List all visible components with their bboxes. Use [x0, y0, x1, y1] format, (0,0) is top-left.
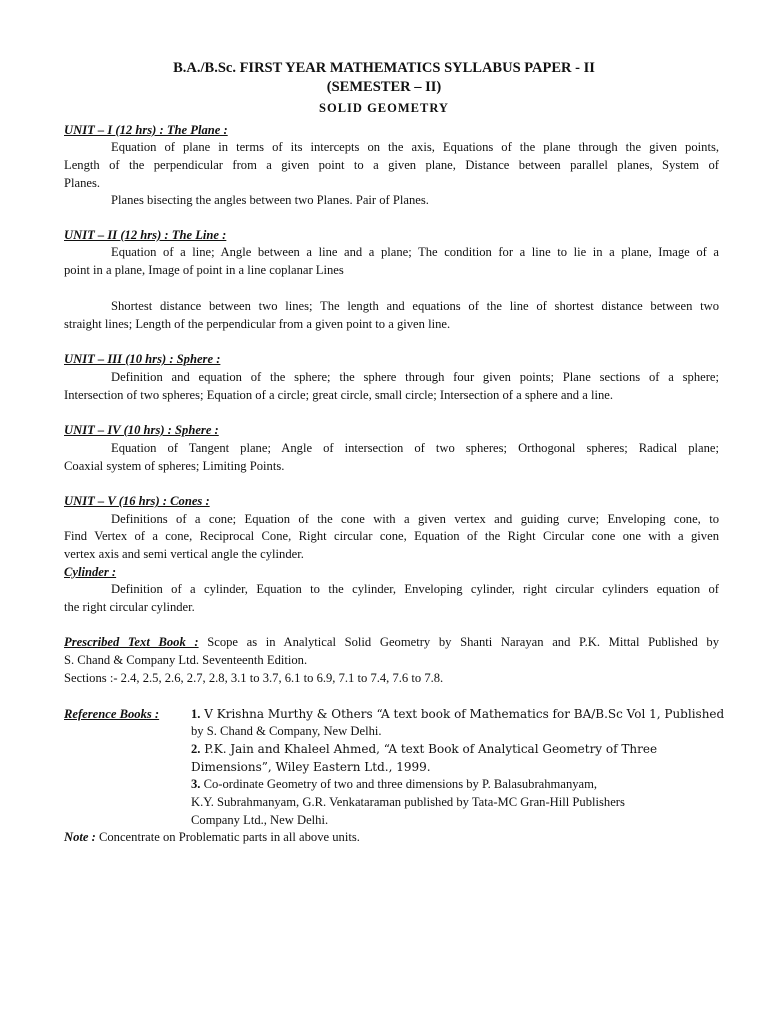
reference-3-line [191, 775, 597, 793]
textbook-text: Scope as in Analytical Solid Geometry by Shanti Narayan and P.K. Mittal Published by [198, 635, 720, 649]
reference-1-line [191, 705, 724, 723]
subject-heading: SOLID GEOMETRY [319, 101, 449, 115]
unit-1-text-line: Length of the perpendicular from a given point to a given plane, Distance between parallel planes, System of [64, 158, 719, 172]
reference-1-line: by S. Chand & Company, New Delhi. [191, 724, 382, 738]
reference-2-line [191, 740, 657, 758]
reference-books-heading: Reference Books : [64, 707, 160, 721]
reference-2-text: P.K. Jain and Khaleel Ahmed, “A text Book of Analytical Geometry of Three [200, 742, 658, 756]
unit-2-text-line: Shortest distance between two lines; The length and equations of the line of shortest distance between two [111, 299, 719, 313]
unit-3-text-line: Definition and equation of the sphere; the sphere through four given points; Plane sections of a sphere; [111, 370, 719, 384]
textbook-line: S. Chand & Company Ltd. Seventeenth Edition. [64, 653, 308, 667]
unit-1-text-line: Equation of plane in terms of its intercepts on the axis, Equations of the plane through the given points, [111, 140, 719, 154]
note-label: Note : [64, 830, 96, 844]
reference-3-text: Co-ordinate Geometry of two and three dimensions by P. Balasubrahmanyam, [200, 777, 598, 791]
reference-3-line: Company Ltd., New Delhi. [191, 813, 329, 827]
textbook-heading: Prescribed Text Book : [64, 635, 199, 649]
unit-5-text-line: Find Vertex of a cone, Reciprocal Cone, Right circular cone, Equation of the Right Circular cone one with a given [64, 529, 719, 543]
reference-3-number: 3. [191, 777, 201, 791]
reference-2-line: Dimensions”, Wiley Eastern Ltd., 1999. [191, 760, 431, 774]
unit-2-text-line: Equation of a line; Angle between a line and a plane; The condition for a line to lie in a plane, Image of a [111, 245, 719, 259]
cylinder-heading: Cylinder : [64, 565, 117, 579]
reference-3-line: K.Y. Subrahmanyam, G.R. Venkataraman published by Tata-MC Gran-Hill Publishers [191, 795, 625, 809]
unit-5-heading: UNIT – V (16 hrs) : Cones : [64, 494, 210, 508]
reference-1-text: V Krishna Murthy & Others “A text book of Mathematics for BA/B.Sc Vol 1, Published [200, 707, 725, 721]
unit-1-heading: UNIT – I (12 hrs) : The Plane : [64, 123, 228, 137]
textbook-sections: Sections :- 2.4, 2.5, 2.6, 2.7, 2.8, 3.1 to 3.7, 6.1 to 6.9, 7.1 to 7.4, 7.6 to 7.8. [64, 671, 444, 685]
cylinder-text-line: Definition of a cylinder, Equation to the cylinder, Enveloping cylinder, right circular cylinders equation of [111, 582, 719, 596]
unit-2-text-line: point in a plane, Image of point in a line coplanar Lines [64, 263, 344, 277]
unit-2-text-line: straight lines; Length of the perpendicular from a given point to a given line. [64, 317, 451, 331]
unit-4-text-line: Coaxial system of spheres; Limiting Points. [64, 459, 285, 473]
unit-2-heading: UNIT – II (12 hrs) : The Line : [64, 228, 227, 242]
unit-3-heading: UNIT – III (10 hrs) : Sphere : [64, 352, 221, 366]
unit-4-text-line: Equation of Tangent plane; Angle of intersection of two spheres; Orthogonal spheres; Radical plane; [111, 441, 719, 455]
textbook-line [64, 633, 719, 651]
unit-5-text-line: Definitions of a cone; Equation of the cone with a given vertex and guiding curve; Enveloping cone, to [111, 512, 719, 526]
note-line [64, 828, 360, 846]
unit-1-text-line: Planes. [64, 176, 101, 190]
document-title: B.A./B.Sc. FIRST YEAR MATHEMATICS SYLLABUS PAPER - II [173, 60, 595, 76]
reference-1-number: 1. [191, 707, 201, 721]
cylinder-text-line: the right circular cylinder. [64, 600, 195, 614]
reference-2-number: 2. [191, 742, 201, 756]
unit-3-text-line: Intersection of two spheres; Equation of a circle; great circle, small circle; Intersection of a sphere and a line. [64, 388, 613, 402]
note-text: Concentrate on Problematic parts in all above units. [95, 830, 360, 844]
semester-heading: (SEMESTER – II) [326, 79, 442, 95]
unit-4-heading: UNIT – IV (10 hrs) : Sphere : [64, 423, 219, 437]
unit-1-text-line: Planes bisecting the angles between two Planes. Pair of Planes. [111, 193, 429, 207]
unit-5-text-line: vertex axis and semi vertical angle the cylinder. [64, 547, 304, 561]
